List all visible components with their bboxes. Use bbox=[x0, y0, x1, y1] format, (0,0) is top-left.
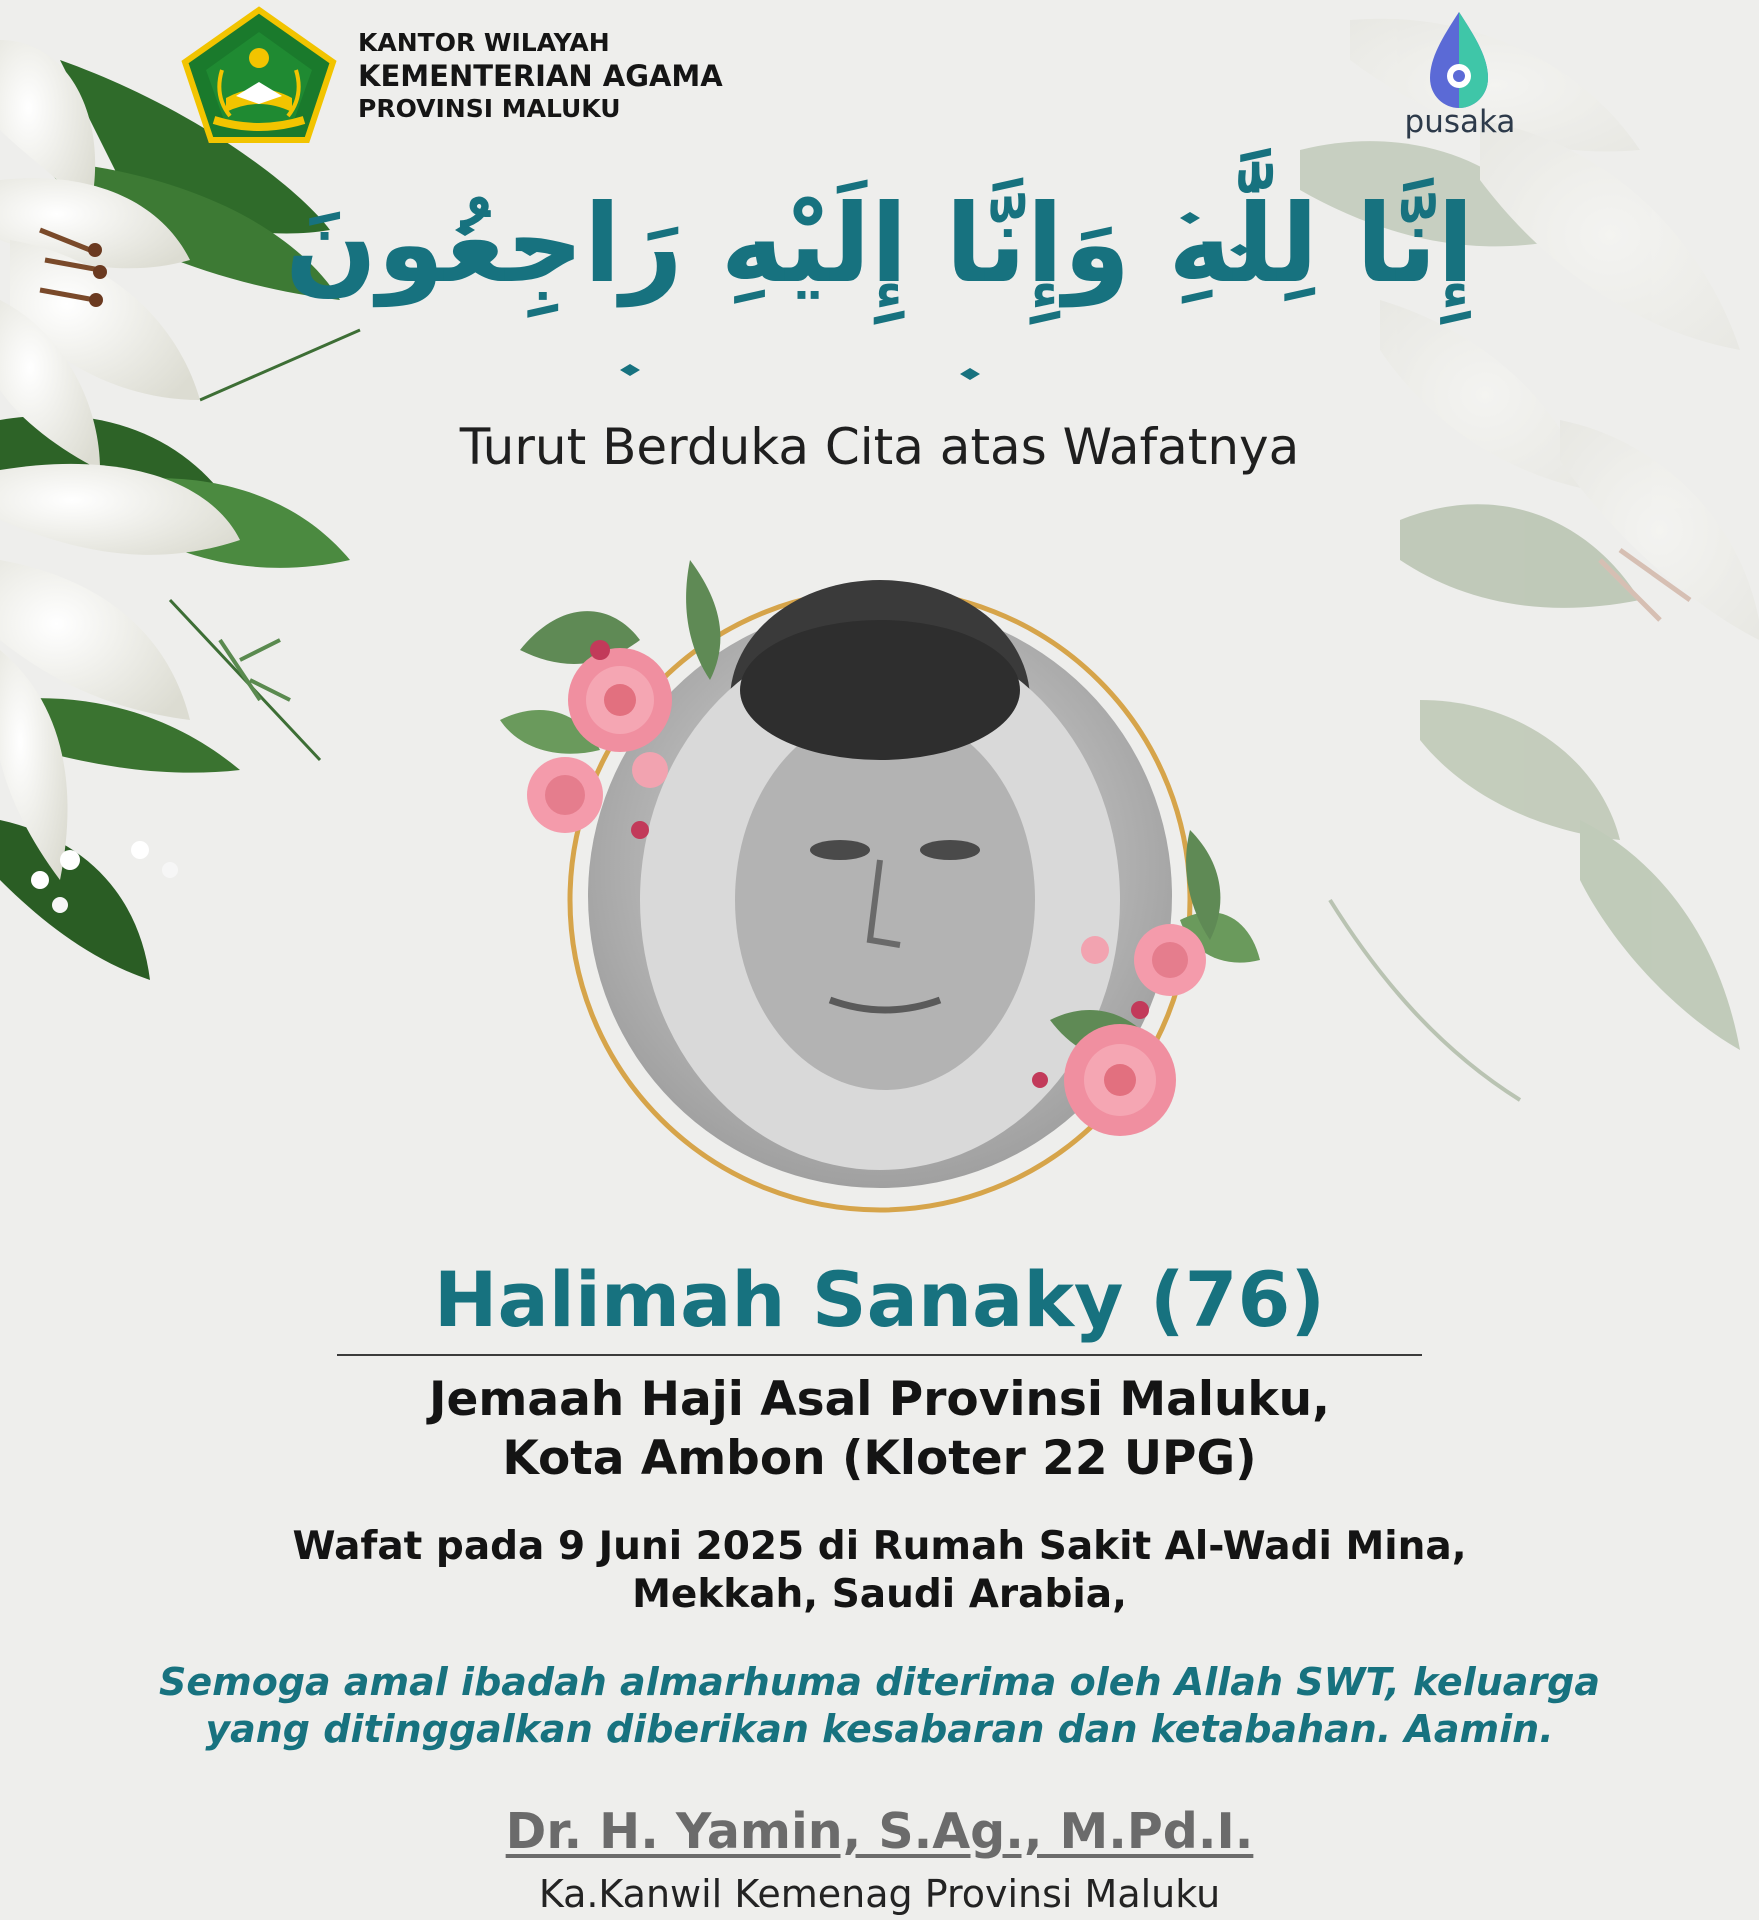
origin-info bbox=[0, 1370, 1759, 1488]
condolence-heading: Turut Berduka Cita atas Wafatnya bbox=[459, 418, 1300, 476]
divider bbox=[337, 1354, 1422, 1356]
organization-line3: PROVINSI MALUKU bbox=[358, 93, 621, 123]
arabic-calligraphy: إِنَّا لِلَّٰهِ وَإِنَّا إِلَيْهِ رَاجِعُونَ bbox=[285, 182, 1474, 307]
signatory-name: Dr. H. Yamin, S.Ag., M.Pd.I. bbox=[505, 1803, 1254, 1860]
origin-line1: Jemaah Haji Asal Provinsi Maluku, bbox=[429, 1372, 1330, 1427]
death-line1: Wafat pada 9 Juni 2025 di Rumah Sakit Al-Wadi Mina, bbox=[292, 1524, 1467, 1569]
prayer-line2: yang ditinggalkan diberikan kesabaran dan ketabahan. Aamin. bbox=[205, 1707, 1554, 1752]
death-info bbox=[0, 1523, 1759, 1619]
prayer-line1: Semoga amal ibadah almarhuma diterima oleh Allah SWT, keluarga bbox=[159, 1660, 1600, 1704]
organization-line1: KANTOR WILAYAH bbox=[358, 28, 610, 57]
organization-name bbox=[358, 28, 723, 124]
origin-line2: Kota Ambon (Kloter 22 UPG) bbox=[502, 1431, 1257, 1487]
pusaka-label: pusaka bbox=[1404, 104, 1516, 140]
deceased-name: Halimah Sanaky (76) bbox=[433, 1255, 1326, 1344]
organization-line2: KEMENTERIAN AGAMA bbox=[358, 58, 723, 93]
signatory-title: Ka.Kanwil Kemenag Provinsi Maluku bbox=[538, 1872, 1221, 1916]
death-line2: Mekkah, Saudi Arabia, bbox=[632, 1571, 1127, 1617]
prayer-text bbox=[0, 1659, 1759, 1753]
